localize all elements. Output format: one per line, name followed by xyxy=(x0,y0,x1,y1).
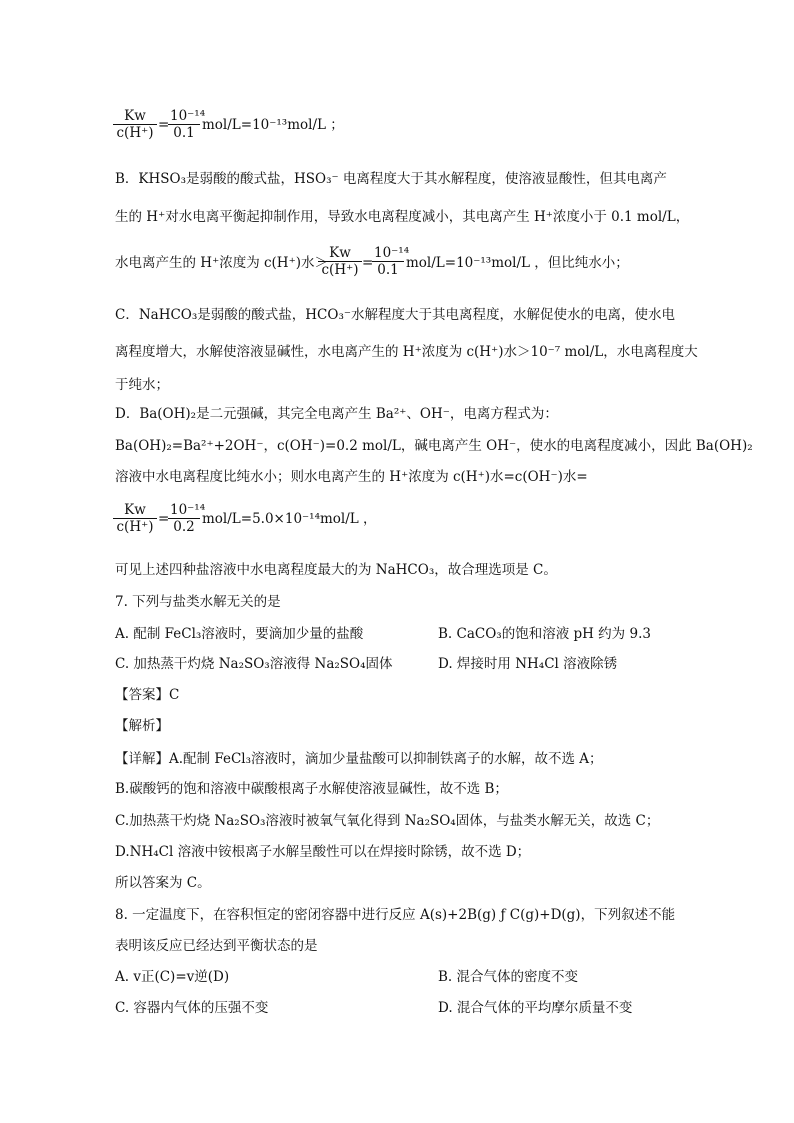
equals-sign: = xyxy=(158,511,170,527)
fraction-numerator: Kw xyxy=(124,108,146,124)
question-8-stem-cont: 表明该反应已经达到平衡状态的是 xyxy=(115,938,318,954)
text-line: Ba(OH)₂=Ba²⁺+2OH⁻，c(OH⁻)=0.2 mol/L，碱电离产生 OH⁻，使水的电离程度减小，因此 Ba(OH)₂ xyxy=(115,438,753,454)
option-a: A. v正(C)=v逆(D) xyxy=(115,969,230,985)
fraction-kw-over-ch xyxy=(113,108,157,141)
fraction-value xyxy=(372,245,410,278)
fraction-denominator: 0.1 xyxy=(168,124,200,141)
text-line: 溶液中水电离程度比纯水小；则水电离产生的 H⁺浓度为 c(H⁺)水=c(OH⁻)水= xyxy=(115,469,588,485)
analysis-label: 【解析】 xyxy=(115,718,169,734)
text-line: C．NaHCO₃是弱酸的酸式盐，HCO₃⁻水解程度大于其电离程度，水解促使水的电离，使水电 xyxy=(115,307,675,323)
text-line: 水电离产生的 H⁺浓度为 c(H⁺)水＞ xyxy=(115,255,328,271)
option-b: B. 混合气体的密度不变 xyxy=(438,969,579,985)
fraction-denominator: 0.1 xyxy=(372,261,404,278)
formula-result: mol/L=5.0×10⁻¹⁴mol/L ， xyxy=(202,511,377,527)
fraction-denominator: 0.2 xyxy=(168,518,200,535)
formula-result: mol/L=10⁻¹³mol/L ，但比纯水小； xyxy=(406,255,629,271)
option-a: A. 配制 FeCl₃溶液时，要滴加少量的盐酸 xyxy=(115,626,364,642)
option-d: D. 焊接时用 NH₄Cl 溶液除锈 xyxy=(438,656,618,672)
detail-line: D.NH₄Cl 溶液中铵根离子水解呈酸性可以在焊接时除锈，故不选 D； xyxy=(115,844,531,860)
fraction-value xyxy=(168,502,206,535)
equals-sign: = xyxy=(158,117,170,133)
detail-line: B.碳酸钙的饱和溶液中碳酸根离子水解使溶液显碱性，故不选 B； xyxy=(115,781,508,797)
text-line: D．Ba(OH)₂是二元强碱，其完全电离产生 Ba²⁺、OH⁻，电离方程式为： xyxy=(115,406,558,422)
text-line: B．KHSO₃是弱酸的酸式盐，HSO₃⁻ 电离程度大于其水解程度，使溶液显酸性，但其电离产 xyxy=(115,171,667,187)
option-b: B. CaCO₃的饱和溶液 pH 约为 9.3 xyxy=(438,626,651,642)
option-d: D. 混合气体的平均摩尔质量不变 xyxy=(438,1000,633,1016)
fraction-kw-over-ch xyxy=(318,245,362,278)
conclusion-line: 可见上述四种盐溶液中水电离程度最大的为 NaHCO₃，故合理选项是 C。 xyxy=(115,562,557,578)
option-c: C. 加热蒸干灼烧 Na₂SO₃溶液得 Na₂SO₄固体 xyxy=(115,656,393,672)
formula-result: mol/L=10⁻¹³mol/L ； xyxy=(202,117,344,133)
question-8-stem: 8. 一定温度下，在容积恒定的密闭容器中进行反应 A(s)+2B(g) ƒ C(g)+D(g)，下列叙述不能 xyxy=(115,907,676,923)
fraction-denominator: c(H⁺) xyxy=(113,518,157,535)
fraction-numerator: Kw xyxy=(124,502,146,518)
equals-sign: = xyxy=(362,255,374,271)
option-c: C. 容器内气体的压强不变 xyxy=(115,1000,269,1016)
question-7-stem: 7. 下列与盐类水解无关的是 xyxy=(115,594,281,610)
fraction-denominator: c(H⁺) xyxy=(318,261,362,278)
text-line: 生的 H⁺对水电离平衡起抑制作用，导致水电离程度减小，其电离产生 H⁺浓度小于 0.1 mol/L， xyxy=(115,209,690,225)
detail-line: 【详解】A.配制 FeCl₃溶液时，滴加少量盐酸可以抑制铁离子的水解，故不选 A； xyxy=(115,751,603,767)
answer-label: 【答案】C xyxy=(115,687,180,703)
detail-line: C.加热蒸干灼烧 Na₂SO₃溶液时被氧气氧化得到 Na₂SO₄固体，与盐类水解无关，故选 C； xyxy=(115,813,660,829)
fraction-numerator: 10⁻¹⁴ xyxy=(374,245,410,261)
fraction-denominator: c(H⁺) xyxy=(113,124,157,141)
fraction-value xyxy=(168,108,206,141)
fraction-numerator: 10⁻¹⁴ xyxy=(170,108,206,124)
text-line: 于纯水； xyxy=(115,377,169,393)
fraction-kw-over-ch xyxy=(113,502,157,535)
fraction-numerator: 10⁻¹⁴ xyxy=(170,502,206,518)
final-answer: 所以答案为 C。 xyxy=(115,875,211,891)
fraction-numerator: Kw xyxy=(329,245,351,261)
text-line: 离程度增大，水解使溶液显碱性，水电离产生的 H⁺浓度为 c(H⁺)水＞10⁻⁷ mol/L，水电离程度大 xyxy=(115,344,698,360)
